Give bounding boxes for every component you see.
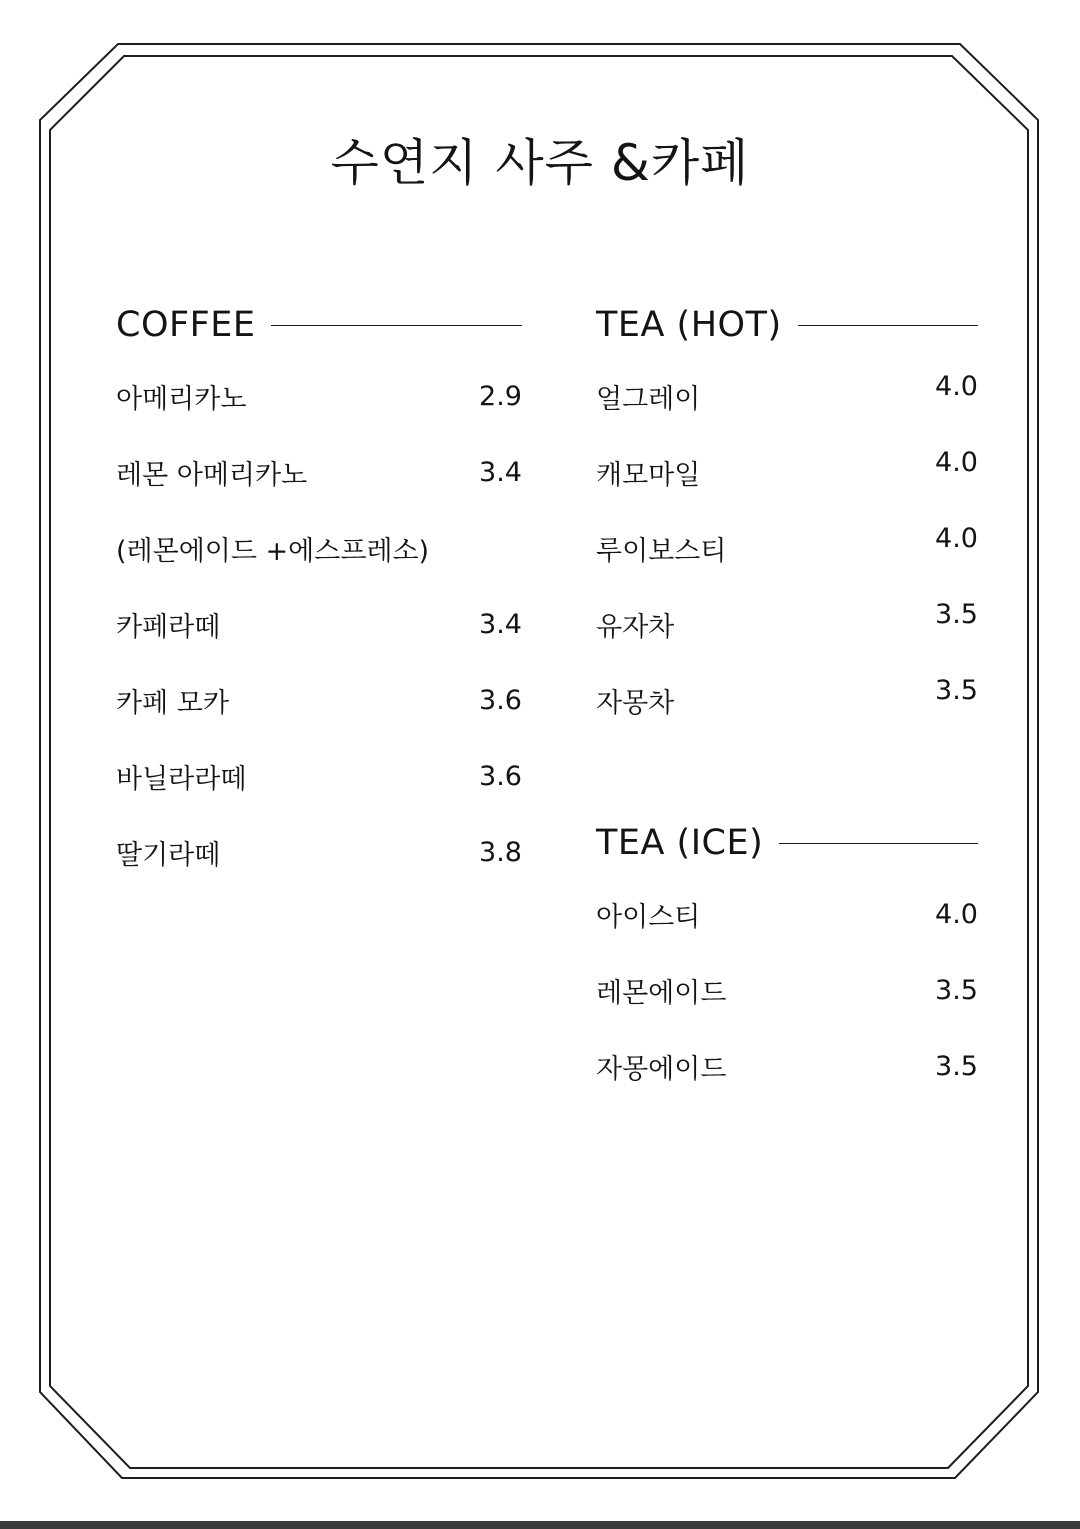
menu-item — [596, 952, 978, 1028]
item-name: 레몬에이드 — [596, 977, 727, 1009]
item-name: 레몬 아메리카노 — [116, 459, 308, 491]
coffee-item-list — [116, 358, 522, 890]
tea-section — [596, 300, 978, 1085]
item-price: 4.0 — [935, 370, 978, 402]
item-price: 3.4 — [479, 456, 522, 488]
item-name: 얼그레이 — [596, 383, 701, 415]
item-price: 3.5 — [935, 598, 978, 630]
menu-item — [596, 1028, 978, 1104]
item-name: 자몽차 — [596, 687, 675, 719]
item-note: (레몬에이드 +에스프레소) — [116, 535, 430, 567]
menu-item — [596, 434, 978, 510]
item-price: 3.6 — [479, 760, 522, 792]
item-name: 카페 모카 — [116, 687, 229, 719]
coffee-heading: COFFEE — [116, 305, 256, 345]
menu-item — [116, 662, 522, 738]
tea-hot-item-list — [596, 358, 978, 738]
tea-hot-heading-rule — [798, 325, 978, 326]
menu-item — [596, 876, 978, 952]
item-price: 3.8 — [479, 836, 522, 868]
menu-item — [116, 358, 522, 434]
menu-item — [596, 358, 978, 434]
item-price: 4.0 — [935, 522, 978, 554]
item-price: 3.4 — [479, 608, 522, 640]
item-name: 유자차 — [596, 611, 675, 643]
coffee-section — [116, 300, 522, 890]
tea-ice-header — [596, 818, 978, 868]
menu-item — [596, 662, 978, 738]
coffee-header — [116, 300, 522, 350]
item-name: 딸기라떼 — [116, 839, 221, 871]
item-name: 바닐라라떼 — [116, 763, 247, 795]
bottom-edge-strip — [0, 1521, 1080, 1529]
tea-ice-heading-rule — [779, 843, 978, 844]
tea-ice-heading: TEA (ICE) — [596, 823, 764, 863]
item-price: 3.5 — [935, 974, 978, 1006]
tea-ice-item-list — [596, 876, 978, 1104]
menu-item — [116, 738, 522, 814]
menu-item — [596, 510, 978, 586]
tea-hot-header — [596, 300, 978, 350]
item-name: 카페라떼 — [116, 611, 221, 643]
menu-item — [596, 586, 978, 662]
item-price: 4.0 — [935, 898, 978, 930]
item-price: 3.5 — [935, 1050, 978, 1082]
item-price: 3.5 — [935, 674, 978, 706]
item-price: 4.0 — [935, 446, 978, 478]
item-price: 3.6 — [479, 684, 522, 716]
item-name: 자몽에이드 — [596, 1053, 727, 1085]
item-name: 루이보스티 — [596, 535, 727, 567]
coffee-heading-rule — [271, 325, 522, 326]
menu-item — [116, 814, 522, 890]
menu-title: 수연지 사주 &카페 — [330, 134, 750, 192]
item-name: 캐모마일 — [596, 459, 701, 491]
menu-item-note — [116, 510, 522, 586]
item-name: 아메리카노 — [116, 383, 247, 415]
item-price: 2.9 — [479, 380, 522, 412]
tea-hot-heading: TEA (HOT) — [596, 305, 782, 345]
tea-ice-section — [596, 818, 978, 1104]
item-name: 아이스티 — [596, 901, 701, 933]
menu-item — [116, 434, 522, 510]
menu-item — [116, 586, 522, 662]
